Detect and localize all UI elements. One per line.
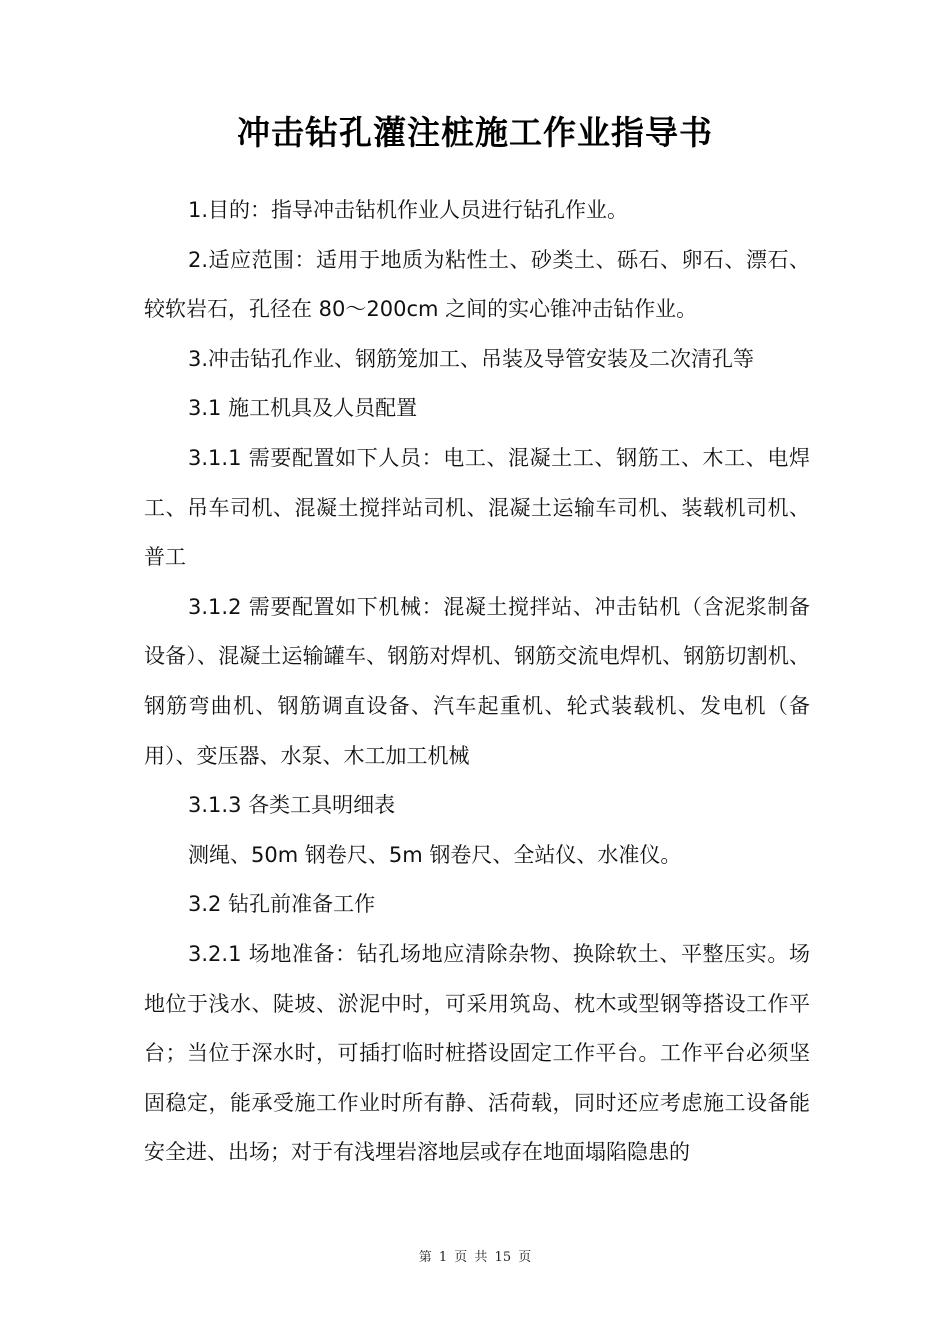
page-number-footer: 第 1 页 共 15 页	[418, 1250, 532, 1265]
paragraph-section-3-1: 3.1 施工机具及人员配置	[188, 396, 418, 421]
paragraph-section-3-1-2: 3.1.2 需要配置如下机械：混凝土搅拌站、冲击钻机（含泥浆制备设备）、混凝土运输罐车、钢筋对焊机、钢筋交流电焊机、钢筋切割机、钢筋弯曲机、钢筋调直设备、汽车起重机、轮式装载机、发电机（备用）、变压器、水泵、木工加工机械	[144, 594, 810, 768]
document-title: 冲击钻孔灌注桩施工作业指导书	[237, 113, 713, 152]
paragraph-scope: 2.适应范围：适用于地质为粘性土、砂类土、砾石、卵石、漂石、较软岩石，孔径在 80～200cm 之间的实心锥冲击钻作业。	[144, 247, 810, 322]
paragraph-section-3-2-1: 3.2.1 场地准备：钻孔场地应清除杂物、换除软土、平整压实。场地位于浅水、陡坡、淤泥中时，可采用筑岛、枕木或型钢等搭设工作平台；当位于深水时，可插打临时桩搭设固定工作平台。工作平台必须坚固稳定，能承受施工作业时所有静、活荷载，同时还应考虑施工设备能安全进、出场；对于有浅埋岩溶地层或存在地面塌陷隐患的	[144, 941, 810, 1165]
paragraph-section-3-1-1: 3.1.1 需要配置如下人员：电工、混凝土工、钢筋工、木工、电焊工、吊车司机、混凝土搅拌站司机、混凝土运输车司机、装载机司机、普工	[144, 445, 810, 570]
paragraph-section-3: 3.冲击钻孔作业、钢筋笼加工、吊装及导管安装及二次清孔等	[188, 346, 755, 371]
document-body	[144, 186, 810, 1178]
paragraph-tools-list: 测绳、50m 钢卷尺、5m 钢卷尺、全站仪、水准仪。	[188, 842, 682, 867]
paragraph-section-3-1-3: 3.1.3 各类工具明细表	[188, 793, 396, 818]
paragraph-purpose: 1.目的：指导冲击钻机作业人员进行钻孔作业。	[188, 198, 629, 222]
paragraph-section-3-2: 3.2 钻孔前准备工作	[188, 892, 376, 917]
